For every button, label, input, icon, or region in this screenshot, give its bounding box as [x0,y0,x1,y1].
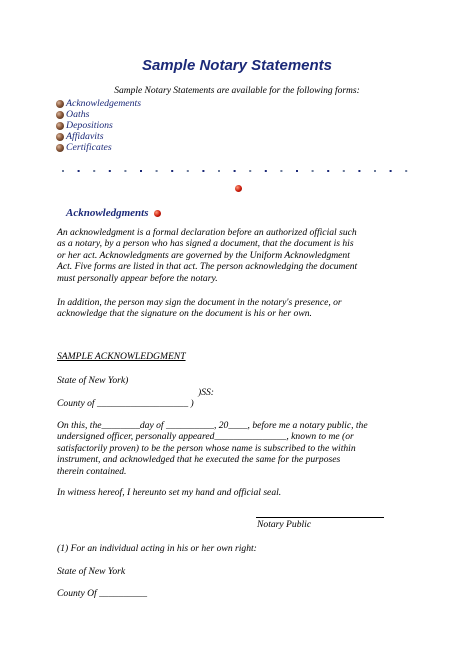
ss-line: )SS: [198,387,214,398]
separator-dot [390,170,392,172]
paragraph-additional [57,297,429,320]
dotted-separator [62,168,412,174]
list-item[interactable] [56,142,141,153]
individual-heading: (1) For an individual acting in his or her own right: [57,543,257,554]
separator-dot [156,170,158,172]
bullet-ball-icon [56,133,64,141]
separator-dot [62,170,64,172]
text-line: therein contained. [57,465,127,477]
separator-dot [202,170,204,172]
separator-dot [280,170,282,172]
county-close: ) [188,398,194,409]
text-line: satisfactorily proven) to be the person whose name is subscribed to the within [57,442,356,454]
bullet-ball-icon [56,122,64,130]
text-line: or her act. Acknowledgments are governed by the Uniform Acknowledgment [57,249,350,261]
marker-icon[interactable] [154,210,161,217]
separator-dot [343,170,345,172]
county-line-2: County Of __________ [57,588,148,599]
text-line: An acknowledgment is a formal declaration before an authorized official such [57,227,357,238]
separator-dot [171,170,173,172]
separator-dot [296,170,298,172]
text-line: undersigned officer, personally appeared_______________, known to me (or [57,431,354,443]
separator-dot [327,170,329,172]
toc-link-certificates[interactable]: Certificates [66,142,112,153]
paragraph-definition [57,227,429,284]
text-line: as a notary, by a person who has signed a document, that the document is his [57,238,354,250]
separator-dot [140,170,142,172]
separator-dot [312,170,314,172]
text-line: On this, the________day of __________, 20____, before me a notary public, the [57,420,368,431]
toc-link-oaths[interactable]: Oaths [66,109,90,120]
text-line: acknowledge that the signature on the document is his or her own. [57,308,312,320]
top-marker-icon[interactable] [235,185,242,192]
text-line: instrument, and acknowledged that he executed the same for the purposes [57,454,341,466]
bullet-ball-icon [56,100,64,108]
list-item[interactable] [56,120,141,131]
separator-dot [358,170,360,172]
intro-text: Sample Notary Statements are available for the following forms: [114,86,360,96]
section-heading-label: Acknowledgments [66,207,149,219]
bullet-ball-icon [56,144,64,152]
county-label: County of [57,398,97,409]
forms-list [56,98,141,153]
list-item[interactable] [56,109,141,120]
page-title: Sample Notary Statements [141,57,333,74]
text-line: must personally appear before the notary. [57,272,218,284]
toc-link-acknowledgements[interactable]: Acknowledgements [66,98,142,109]
state-line-2: State of New York [57,566,126,577]
separator-dot [124,170,126,172]
form-heading: SAMPLE ACKNOWLEDGMENT [57,351,186,362]
separator-dot [234,170,236,172]
text-line: In addition, the person may sign the document in the notary's presence, or [57,297,342,308]
county-blank: ___________________ [96,398,189,409]
separator-dot [187,170,189,172]
bullet-ball-icon [56,111,64,119]
separator-dot [249,170,251,172]
toc-link-depositions[interactable]: Depositions [66,120,113,131]
witness-line: In witness hereof, I hereunto set my hand and official seal. [57,487,282,498]
county-line [57,398,194,409]
separator-dot [405,170,407,172]
state-line: State of New York) [57,375,129,386]
separator-dot [374,170,376,172]
signature-line [256,517,384,518]
separator-dot [218,170,220,172]
notary-public-label: Notary Public [257,519,312,530]
acknowledgment-body [57,420,429,477]
section-heading [66,207,161,219]
separator-dot [265,170,267,172]
toc-link-affidavits[interactable]: Affidavits [66,131,104,142]
list-item[interactable] [56,131,141,142]
separator-dot [93,170,95,172]
list-item[interactable] [56,98,141,109]
separator-dot [78,170,80,172]
separator-dot [109,170,111,172]
text-line: Act. Five forms are listed in that act. The person acknowledging the document [57,261,358,273]
